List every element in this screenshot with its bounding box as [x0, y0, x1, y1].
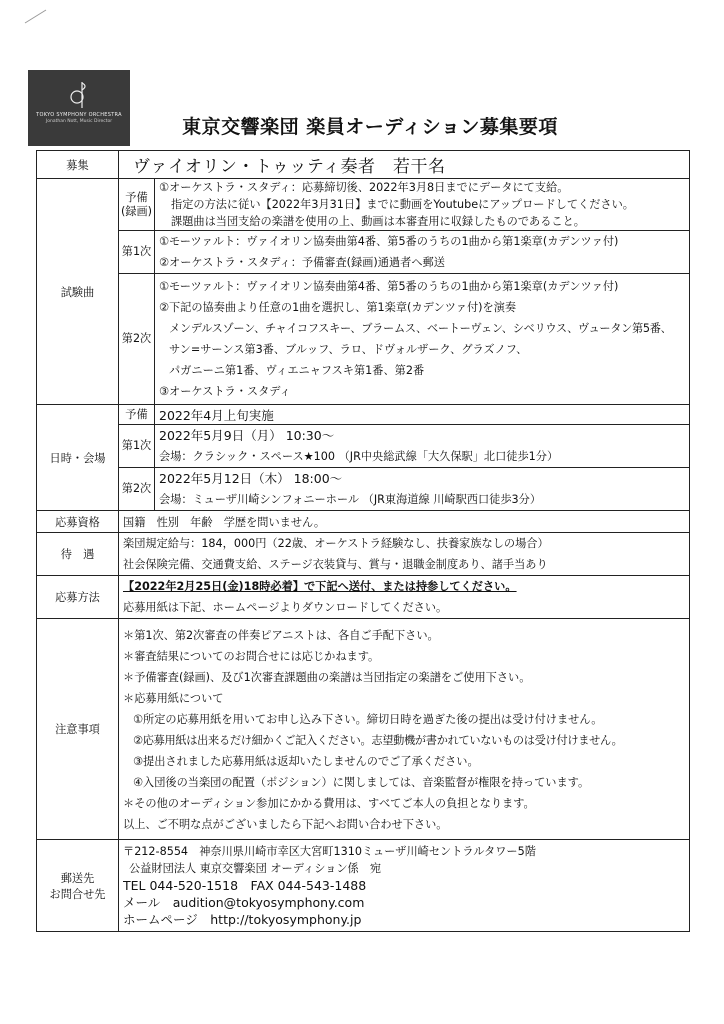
pieces-first-row: [37, 231, 690, 274]
recruit-value: ヴァイオリン・トゥッティ奏者 若干名: [119, 151, 690, 179]
schedule-second-label: 第2次: [119, 468, 155, 511]
treatment-content: [119, 533, 690, 576]
schedule-first-date: 2022年5月9日（月） 10:30～: [159, 428, 335, 443]
qualification-label: 応募資格: [37, 511, 119, 533]
method-line-2: 応募用紙は下記、ホームページよりダウンロードしてください。: [123, 601, 448, 614]
pieces-first-content: [155, 231, 690, 274]
method-line-1: [123, 576, 689, 597]
schedule-first-label: 第1次: [119, 425, 155, 468]
treatment-line: 楽団規定給与：184，000円（22歳、オーケストラ経験なし、扶養家族なしの場合）: [123, 537, 549, 550]
pieces-prelim-content: [155, 179, 690, 231]
prelim-line: 課題曲は当団支給の楽譜を使用の上、動画は本審査用に収録したものであること。: [171, 215, 585, 228]
note-line: ①所定の応募用紙を用いてお申し込み下さい。締切日時を過ぎた後の提出は受け付けません。: [133, 713, 603, 726]
first-line: ①モーツァルト：ヴァイオリン協奏曲第4番、第5番のうちの1曲から第1楽章(カデンツァ付): [159, 235, 619, 248]
pieces-prelim-label: 予備 (録画): [119, 179, 155, 231]
second-line: ②下記の協奏曲より任意の1曲を選択し、第1楽章(カデンツァ付)を演奏: [159, 301, 517, 314]
note-line: ②応募用紙は出来るだけ細かくご記入ください。志望動機が書かれていないものは受け付けません。: [133, 734, 623, 747]
schedule-second-content: [155, 468, 690, 511]
note-line: ＊第1次、第2次審査の伴奏ピアニストは、各自ご手配下さい。: [123, 629, 439, 642]
scan-mark: [24, 8, 48, 24]
contact-homepage: ホームページ http://tokyosymphony.jp: [123, 912, 362, 927]
orchestra-logo: [28, 70, 130, 146]
prelim-line: ①オーケストラ・スタディ：応募締切後、2022年3月8日までにデータにて支給。: [159, 181, 569, 194]
audition-table: [36, 150, 690, 932]
note-line: ③提出されました応募用紙は返却いたしませんのでご了承ください。: [133, 755, 479, 768]
first-line: ②オーケストラ・スタディ：予備審査(録画)通過者へ郵送: [159, 256, 445, 269]
treatment-line: 社会保険完備、交通費支給、ステージ衣装貸与、賞与・退職金制度あり、諸手当あり: [123, 558, 548, 571]
logo-text: TOKYO SYMPHONY ORCHESTRA: [36, 112, 122, 118]
notes-row: [37, 619, 690, 840]
qualification-row: [37, 511, 690, 533]
pieces-prelim-row: [37, 179, 690, 231]
schedule-second-row: [37, 468, 690, 511]
second-line: サン=サーンス第3番、ブルッフ、ラロ、ドヴォルザーク、グラズノフ、: [169, 343, 528, 356]
schedule-prelim-row: [37, 405, 690, 425]
schedule-label: 日時・会場: [37, 405, 119, 511]
second-line: メンデルスゾーン、チャイコフスキー、ブラームス、ベートーヴェン、シベリウス、ヴュータン第5番、: [169, 322, 672, 335]
contact-tel: TEL 044-520-1518 FAX 044-543-1488: [123, 878, 367, 893]
prelim-line: 指定の方法に従い【2022年3月31日】までに動画をYoutubeにアップロードしてください。: [171, 198, 634, 211]
note-line: ＊応募用紙について: [123, 692, 224, 705]
contact-content: [119, 840, 690, 932]
recruit-row: [37, 151, 690, 179]
recruit-label: 募集: [37, 151, 119, 179]
note-line: 以上、ご不明な点がございましたら下記へお問い合わせ下さい。: [123, 818, 448, 831]
method-deadline-rest: で下記へ送付、または持参してください。: [303, 580, 517, 593]
contact-address: 〒212-8554 神奈川県川崎市幸区大宮町1310ミューザ川崎セントラルタワー5階: [123, 845, 536, 858]
logo-subtext: Jonathan Nott, Music Director: [45, 119, 113, 124]
pieces-second-label: 第2次: [119, 274, 155, 405]
pieces-second-content: [155, 274, 690, 405]
page-title: 東京交響楽団 楽員オーディション募集要項: [182, 116, 558, 138]
note-line: ＊その他のオーディション参加にかかる費用は、すべてご本人の負担となります。: [123, 797, 535, 810]
method-row: [37, 576, 690, 619]
note-line: ＊審査結果についてのお問合せには応じかねます。: [123, 650, 380, 663]
qualification-value: 国籍 性別 年齢 学歴を問いません。: [119, 511, 690, 533]
contact-row: [37, 840, 690, 932]
treble-clef-logo-icon: [66, 80, 92, 110]
contact-org: 公益財団法人 東京交響楽団 オーディション係 宛: [129, 862, 382, 875]
schedule-prelim-value: 2022年4月上旬実施: [155, 405, 690, 425]
method-label: 応募方法: [37, 576, 119, 619]
schedule-first-content: [155, 425, 690, 468]
schedule-prelim-label: 予備: [119, 405, 155, 425]
schedule-second-venue: 会場：ミューザ川崎シンフォニーホール （JR東海道線 川崎駅西口徒歩3分）: [159, 493, 542, 506]
schedule-second-date: 2022年5月12日（木） 18:00～: [159, 471, 343, 486]
contact-label: 郵送先 お問合せ先: [37, 840, 119, 932]
notes-content: [119, 619, 690, 840]
method-content: [119, 576, 690, 619]
second-line: パガニーニ第1番、ヴィエニャフスキ第1番、第2番: [169, 364, 425, 377]
notes-label: 注意事項: [37, 619, 119, 840]
second-line: ①モーツァルト：ヴァイオリン協奏曲第4番、第5番のうちの1曲から第1楽章(カデンツァ付): [159, 280, 619, 293]
pieces-label: 試験曲: [37, 179, 119, 405]
pieces-second-row: [37, 274, 690, 405]
schedule-first-row: [37, 425, 690, 468]
treatment-row: [37, 533, 690, 576]
treatment-label: 待 遇: [37, 533, 119, 576]
second-line: ③オーケストラ・スタディ: [159, 385, 291, 398]
note-line: ＊予備審査(録画)、及び1次審査課題曲の楽譜は当団指定の楽譜をご使用下さい。: [123, 671, 531, 684]
pieces-first-label: 第1次: [119, 231, 155, 274]
schedule-first-venue: 会場：クラシック・スペース★100 （JR中央総武線「大久保駅」北口徒歩1分）: [159, 450, 559, 463]
note-line: ④入団後の当楽団の配置（ポジション）に関しましては、音楽監督が権限を持っています。: [133, 776, 590, 789]
method-deadline: 【2022年2月25日(金)18時必着】: [123, 580, 304, 593]
contact-email: メール audition@tokyosymphony.com: [123, 895, 365, 910]
